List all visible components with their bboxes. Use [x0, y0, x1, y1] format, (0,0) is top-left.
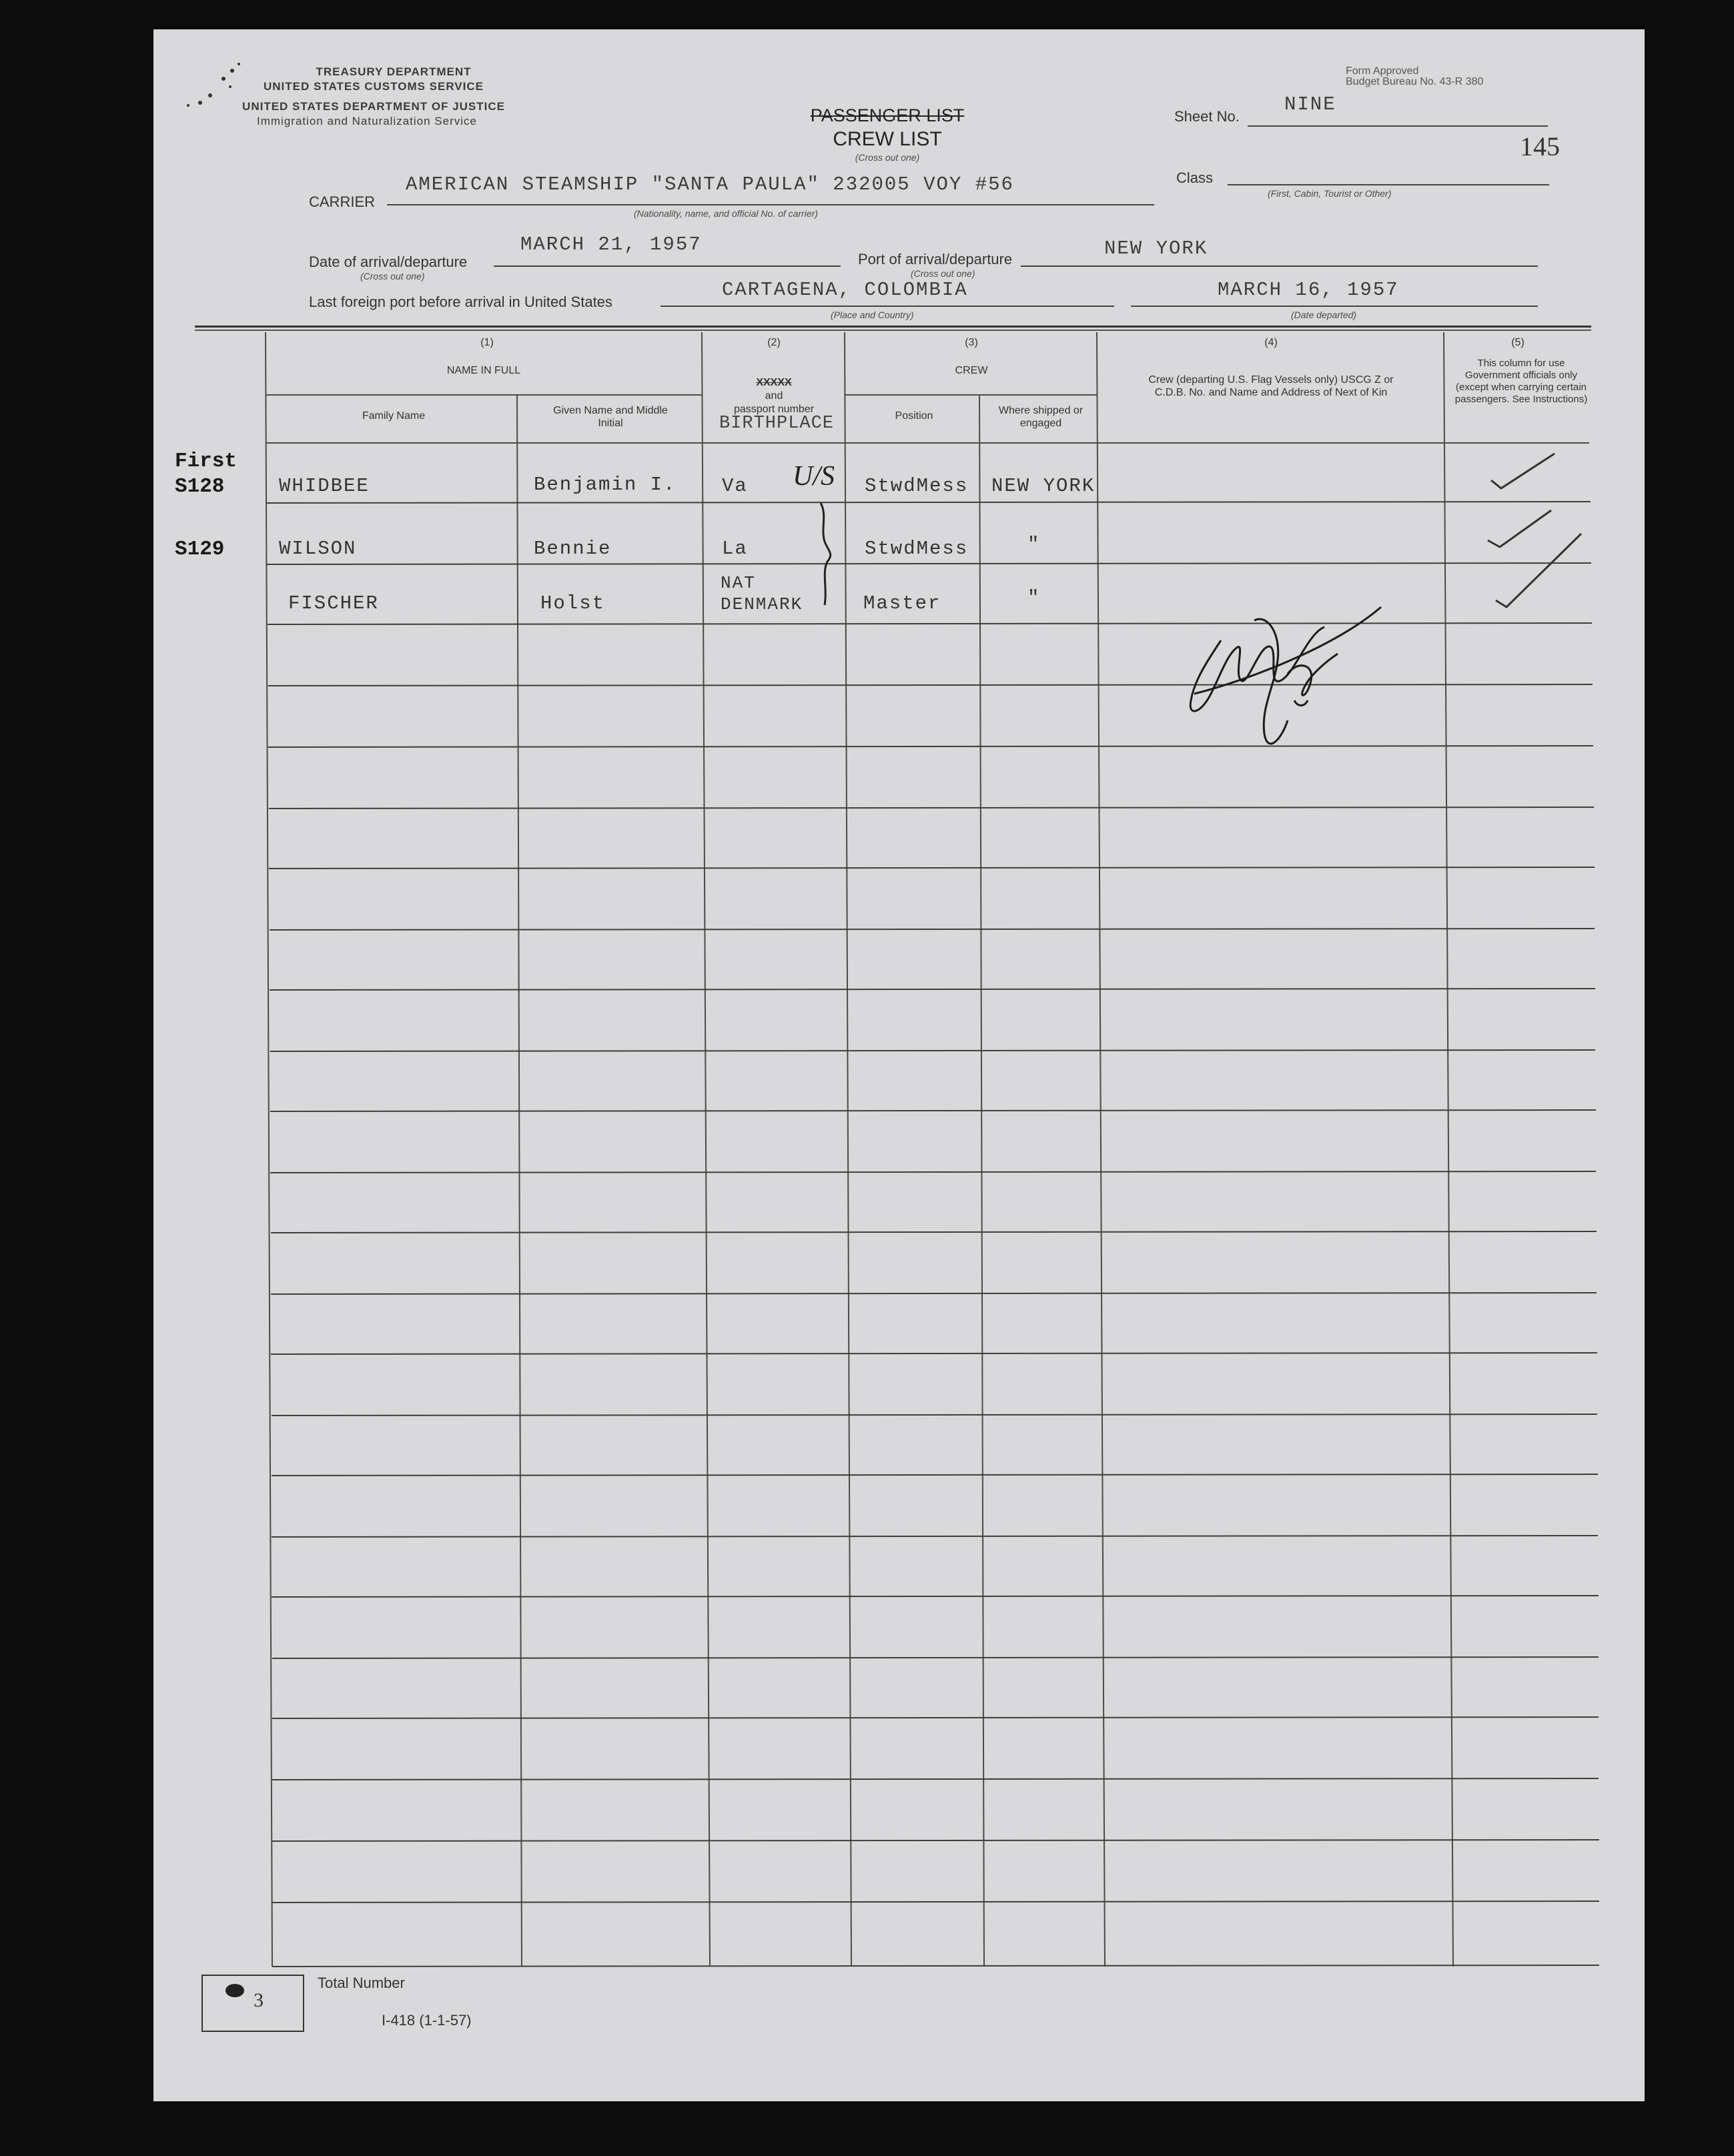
signature — [1181, 600, 1394, 774]
row2-where: " — [1027, 534, 1041, 556]
row2-position: StwdMess — [865, 538, 969, 560]
port-hint: (Cross out one) — [911, 268, 975, 279]
last-port-hint: (Place and Country) — [831, 310, 914, 320]
treasury-dept: TREASURY DEPARTMENT — [316, 65, 472, 78]
col1-family-header: Family Name — [362, 410, 426, 422]
date-departed-value: MARCH 16, 1957 — [1218, 279, 1399, 301]
row1-birth: Va — [722, 475, 748, 497]
class-label: Class — [1176, 169, 1214, 186]
col1-title: NAME IN FULL — [446, 365, 521, 376]
col2-and: and — [765, 390, 783, 402]
row2-given: Bennie — [534, 538, 612, 560]
sheet-value: NINE — [1284, 93, 1336, 115]
date-departed-hint: (Date departed) — [1291, 310, 1357, 320]
sheet-label: Sheet No. — [1174, 108, 1240, 125]
row3-position: Master — [863, 592, 941, 614]
row1-family: WHIDBEE — [279, 475, 370, 497]
ins-service: Immigration and Naturalization Service — [257, 115, 477, 127]
row2-birth: La — [722, 538, 748, 560]
crew-list-title: CREW LIST — [833, 128, 942, 150]
margin-s129: S129 — [175, 538, 225, 561]
justice-dept: UNITED STATES DEPARTMENT OF JUSTICE — [242, 100, 505, 113]
row3-where: " — [1027, 587, 1041, 609]
col3-number: (3) — [965, 337, 978, 348]
col1-given-header: Given Name and Middle Initial — [553, 405, 668, 429]
carrier-hint: (Nationality, name, and official No. of carrier) — [634, 208, 818, 219]
ink-blot-icon — [220, 1979, 254, 2005]
carrier-value: AMERICAN STEAMSHIP "SANTA PAULA" 232005 VOY #56 — [406, 173, 1014, 195]
col4-title: Crew (departing U.S. Flag Vessels only) USCG Z or C.D.B. No. and Name and Address of Next of Kin — [1148, 374, 1394, 398]
port-value: NEW YORK — [1104, 237, 1208, 259]
row3-given: Holst — [540, 592, 606, 614]
margin-s128: S128 — [175, 475, 225, 498]
budget-bureau: Budget Bureau No. 43-R 380 — [1346, 76, 1484, 87]
total-value: 3 — [254, 1989, 264, 2011]
class-hint: (First, Cabin, Tourist or Other) — [1268, 188, 1392, 199]
col2-birthplace: BIRTHPLACE — [719, 414, 835, 434]
form-approved: Form Approved — [1346, 65, 1419, 77]
passenger-list-struck-label: PASSENGER LIST — [810, 105, 965, 125]
form-number: I-418 (1-1-57) — [382, 2012, 472, 2029]
carrier-label: CARRIER — [309, 193, 376, 210]
col4-number: (4) — [1264, 337, 1278, 348]
page-number: 145 — [1520, 131, 1560, 161]
date-value: MARCH 21, 1957 — [520, 233, 702, 255]
col3-title: CREW — [955, 365, 988, 376]
check-marks — [1454, 447, 1601, 614]
col3-where-header: Where shipped or engaged — [998, 405, 1083, 429]
row2-family: WILSON — [279, 538, 357, 560]
row1-position: StwdMess — [865, 475, 969, 497]
row3-family: FISCHER — [288, 592, 379, 614]
col1-number: (1) — [480, 337, 494, 348]
col5-number: (5) — [1511, 337, 1525, 348]
last-port-label: Last foreign port before arrival in United States — [309, 294, 612, 310]
col3-position-header: Position — [895, 410, 933, 422]
total-label: Total Number — [318, 1975, 405, 1991]
margin-first: First — [175, 450, 238, 473]
date-hint: (Cross out one) — [360, 271, 425, 282]
row1-where: NEW YORK — [991, 475, 1096, 497]
col2-struck: XXXXX — [756, 377, 792, 388]
row1-given: Benjamin I. — [534, 474, 677, 496]
col2-number: (2) — [767, 337, 781, 348]
title-cross-hint: (Cross out one) — [855, 152, 920, 163]
row3-birth: NAT DENMARK — [721, 573, 803, 614]
port-label: Port of arrival/departure — [858, 251, 1013, 267]
col2-passport: passport number — [733, 404, 815, 415]
last-port-value: CARTAGENA, COLOMBIA — [722, 279, 968, 301]
col5-title: This column for use Government officials only (except when carrying certain passengers. See Instructions) — [1454, 358, 1588, 405]
handwritten-us-note: U/S — [793, 461, 835, 492]
customs-service: UNITED STATES CUSTOMS SERVICE — [263, 80, 484, 93]
handwritten-brace — [807, 502, 841, 608]
date-label: Date of arrival/departure — [309, 253, 468, 270]
